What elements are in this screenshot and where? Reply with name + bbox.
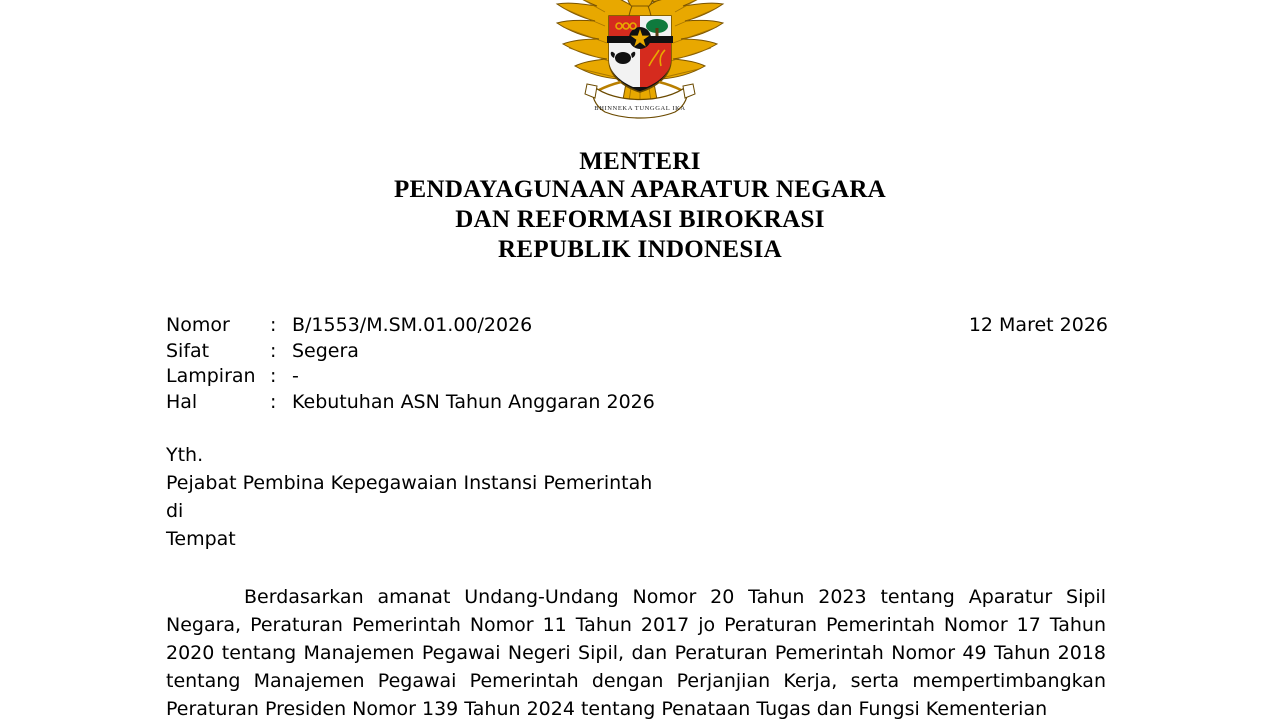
recipient-salutation: Yth. (166, 444, 204, 466)
letter-meta (166, 313, 655, 415)
meta-colon-hal: : (270, 390, 277, 413)
letterhead-line-1: MENTERI (579, 148, 701, 175)
letterhead-line-2: PENDAYAGUNAAN APARATUR NEGARA (393, 176, 887, 203)
garuda-pancasila-emblem (535, 0, 745, 136)
meta-value-sifat: Segera (292, 339, 359, 362)
meta-label-lampiran: Lampiran (166, 365, 256, 387)
letterhead-line-4: REPUBLIK INDONESIA (498, 236, 782, 263)
recipient-block (166, 441, 652, 553)
letter-date: 12 Maret 2026 (968, 314, 1108, 336)
meta-label-sifat: Sifat (166, 339, 210, 362)
meta-row-hal (166, 390, 655, 416)
meta-row-lampiran (166, 364, 655, 390)
meta-colon-nomor: : (270, 314, 277, 336)
meta-value-nomor: B/1553/M.SM.01.00/2026 (292, 314, 533, 336)
body-paragraph-1: Berdasarkan amanat Undang-Undang Nomor 20 Tahun 2023 tentang Aparatur Sipil Negara, Peraturan Pemerintah Nomor 11 Tahun 2017 jo Peraturan Pemerintah Nomor 17 Tahun 2020 tentang Manajemen Pegawai Negeri Sipil, dan Peraturan Pemerintah Nomor 49 Tahun 2018 tentang Manajemen Pegawai Pemerintah dengan Perjanjian Kerja, serta mempertimbangkan Peraturan Presiden Nomor 139 Tahun 2024 tentang Penataan Tugas dan Fungsi Kementerian (166, 586, 1106, 720)
pancasila-shield-icon (607, 16, 673, 92)
recipient-line-1: Pejabat Pembina Kepegawaian Instansi Pemerintah (166, 472, 653, 494)
letterhead (0, 148, 1280, 265)
recipient-line-2: di (166, 500, 184, 522)
meta-row-sifat (166, 339, 655, 365)
meta-row-nomor (166, 313, 655, 339)
garuda-icon (535, 0, 745, 136)
meta-label-hal: Hal (166, 390, 198, 413)
svg-text:BHINNEKA TUNGGAL IKA: BHINNEKA TUNGGAL IKA (594, 105, 686, 112)
recipient-line-3: Tempat (166, 528, 236, 550)
meta-colon-lampiran: : (270, 365, 277, 387)
meta-label-nomor: Nomor (166, 314, 230, 336)
emblem-container (0, 0, 1280, 136)
letter-body (166, 583, 1106, 723)
meta-value-hal: Kebutuhan ASN Tahun Anggaran 2026 (292, 390, 655, 413)
meta-value-lampiran: - (292, 365, 299, 387)
letterhead-line-3: DAN REFORMASI BIROKRASI (455, 206, 825, 233)
meta-colon-sifat: : (270, 339, 277, 362)
